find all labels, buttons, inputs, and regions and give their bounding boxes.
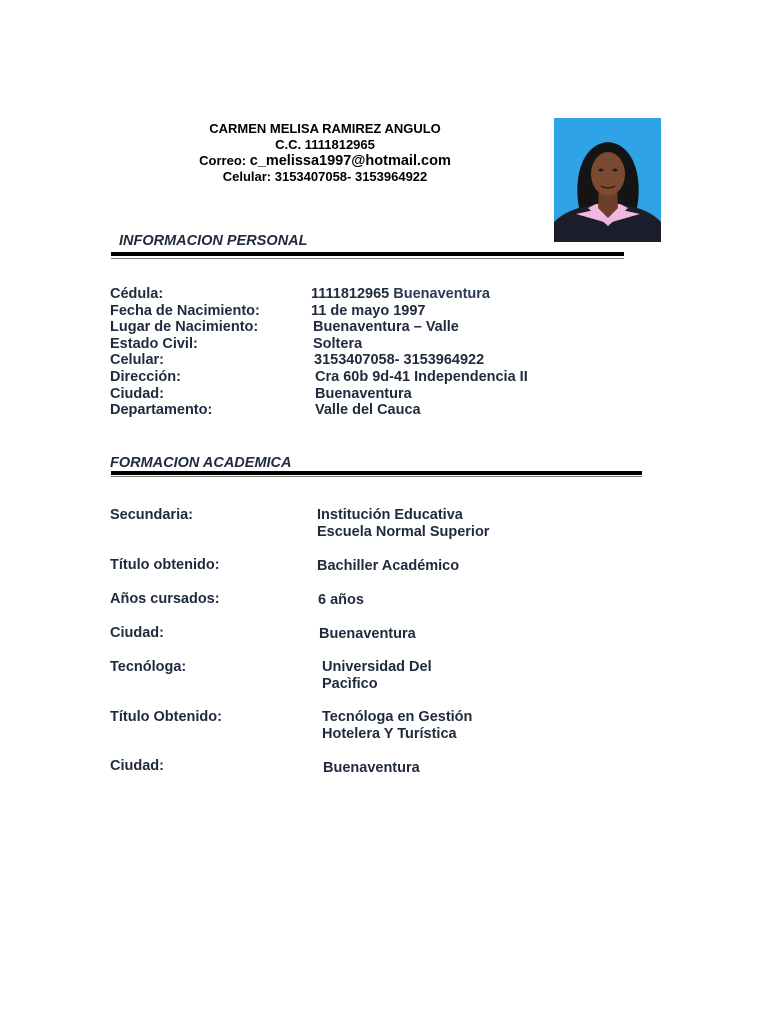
field-label: Estado Civil: [110,336,198,352]
field-value: 3153407058- 3153964922 [314,352,485,368]
field-value: 11 de mayo 1997 [311,303,426,319]
email-line [150,153,500,169]
field-label: Fecha de Nacimiento: [110,303,260,319]
field-value: Buenaventura – Valle [313,319,459,335]
field-label: Años cursados: [110,591,220,607]
field-value: Institución Educativa Escuela Normal Superior [317,507,490,540]
field-value: 1111812965 Buenaventura [311,286,490,302]
field-value: Tecnóloga en Gestión Hotelera Y Turística [322,709,473,742]
field-label: Título obtenido: [110,557,220,573]
section-divider-academic [111,471,642,475]
section-divider-academic-thin [111,476,642,477]
field-value: Cra 60b 9d-41 Independencia II [315,369,528,385]
section-divider-personal-thin [111,258,624,259]
field-value: Buenaventura [315,386,412,402]
section-title-personal: INFORMACION PERSONAL [119,233,308,249]
field-value: Bachiller Académico [317,558,460,574]
field-value: 6 años [318,592,364,608]
profile-photo [554,118,661,242]
full-name: CARMEN MELISA RAMIREZ ANGULO [209,121,441,136]
section-title-academic: FORMACION ACADEMICA [110,455,292,471]
section-divider-personal [111,252,624,256]
field-label: Ciudad: [110,386,164,402]
field-label: Título Obtenido: [110,709,222,725]
field-value: Soltera [313,336,363,352]
field-value: Buenaventura [323,760,420,776]
field-label: Lugar de Nacimiento: [110,319,259,335]
field-label: Dirección: [110,369,181,385]
field-label: Departamento: [110,402,213,418]
field-value: Buenaventura [319,626,416,642]
field-value: Universidad Del Pacìfico [322,659,432,692]
phone-line: Celular: 3153407058- 3153964922 [222,169,428,184]
field-value: Valle del Cauca [315,402,421,418]
email-address[interactable]: c_melissa1997@hotmail.com [249,153,451,169]
field-label: Ciudad: [110,625,164,641]
field-label: Tecnóloga: [110,659,187,675]
email-label: Correo: [199,153,250,168]
field-label: Ciudad: [110,758,164,774]
id-number: C.C. 1111812965 [275,137,375,152]
field-label: Cédula: [110,286,164,302]
contact-header [150,121,500,185]
field-label: Secundaria: [110,507,193,523]
field-label: Celular: [110,352,164,368]
